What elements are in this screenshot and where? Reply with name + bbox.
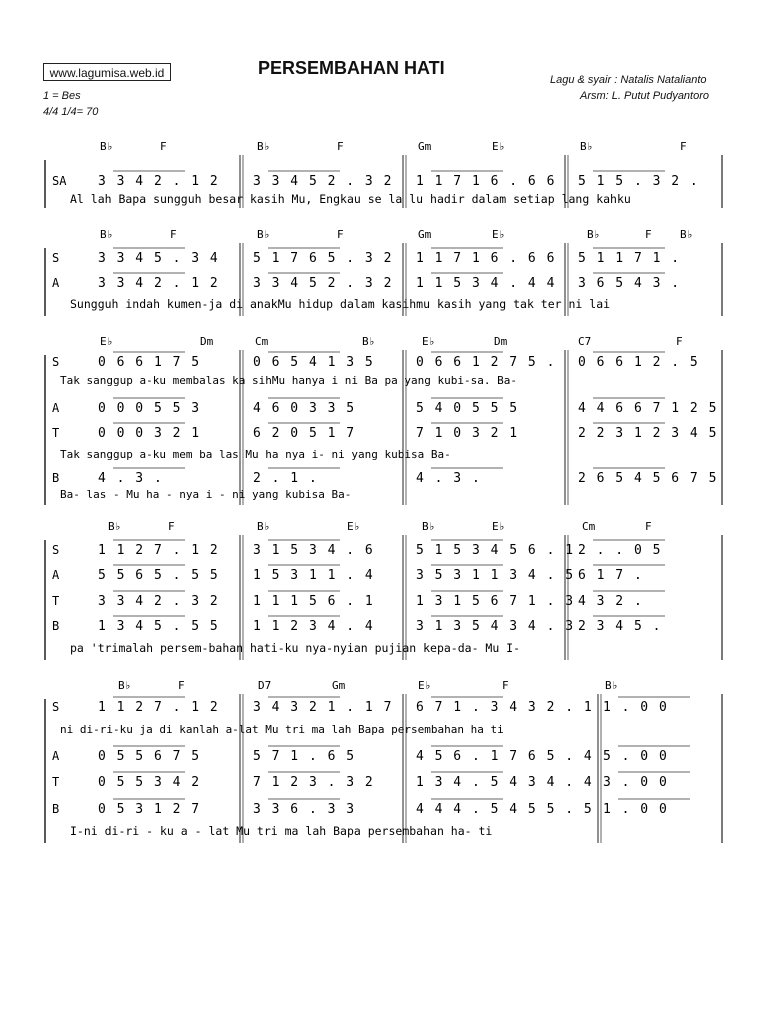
key-signature: 1 = Bes [43, 90, 81, 102]
chord-symbol: F [645, 228, 652, 241]
lyric-line: ni di-ri-ku ja di kanlah a-lat Mu tri ma lah Bapa persembahan ha ti [60, 723, 504, 736]
chord-symbol: F [680, 140, 687, 153]
note-measure: 1 1 2 3 4 . 4 [253, 619, 375, 634]
lyric-line: Al lah Bapa sungguh besar kasih Mu, Engkau se la lu hadir dalam setiap lang kahku [70, 192, 631, 206]
chord-symbol: F [337, 228, 344, 241]
voice-label: T [52, 775, 60, 789]
note-measure: 3 6 5 4 3 . [578, 276, 681, 291]
note-measure: 0 5 5 3 4 2 [98, 775, 201, 790]
chord-symbol: B♭ [100, 140, 114, 153]
note-measure: 0 0 0 3 2 1 [98, 426, 201, 441]
lyric-line: I-ni di-ri - ku a - lat Mu tri ma lah Bapa persembahan ha- ti [70, 824, 493, 838]
chord-symbol: E♭ [100, 335, 114, 348]
note-measure: 3 3 4 5 2 . 3 2 [253, 276, 393, 291]
chord-symbol: F [645, 520, 652, 533]
note-measure: 5 7 1 . 6 5 [253, 749, 356, 764]
note-measure: 4 3 2 . [578, 594, 644, 609]
tempo-marking: 4/4 1/4= 70 [43, 106, 99, 118]
note-measure: 1 1 1 5 6 . 1 [253, 594, 375, 609]
note-measure: 2 . 1 . [253, 471, 319, 486]
note-measure: 5 . 0 0 [603, 749, 669, 764]
note-measure: 5 4 0 5 5 5 [416, 401, 519, 416]
chord-symbol: B♭ [108, 520, 122, 533]
note-measure: 2 . . 0 5 [578, 543, 662, 558]
chord-symbol: F [676, 335, 683, 348]
note-measure: 1 1 5 3 4 . 4 4 [416, 276, 556, 291]
chord-symbol: B♭ [580, 140, 594, 153]
note-measure: 1 1 2 7 . 1 2 [98, 543, 220, 558]
note-measure: 3 3 4 2 . 3 2 [98, 594, 220, 609]
chord-symbol: B♭ [587, 228, 601, 241]
note-measure: 1 3 1 5 6 7 1 . 3 [416, 594, 575, 609]
note-measure: 4 4 6 6 7 1 2 5 [578, 401, 718, 416]
lyric-line: Sungguh indah kumen-ja di anakMu hidup dalam kasihmu kasih yang tak ter ni lai [70, 297, 611, 311]
lyric-line: Ba- las - Mu ha - nya i - ni yang kubisa Ba- [60, 488, 352, 501]
chord-symbol: Cm [582, 520, 596, 533]
note-measure: 3 3 4 5 . 3 4 [98, 251, 220, 266]
note-measure: 5 5 6 5 . 5 5 [98, 568, 220, 583]
website-label: www.lagumisa.web.id [43, 63, 171, 81]
chord-symbol: F [168, 520, 175, 533]
lyric-line: Tak sanggup a-ku membalas ka sihMu hanya i ni Ba pa yang kubi-sa. Ba- [60, 374, 517, 387]
song-title: PERSEMBAHAN HATI [258, 58, 445, 78]
note-measure: 7 1 0 3 2 1 [416, 426, 519, 441]
note-measure: 4 6 0 3 3 5 [253, 401, 356, 416]
chord-symbol: E♭ [422, 335, 436, 348]
voice-label: B [52, 471, 60, 485]
arranger-credit: Arsm: L. Putut Pudyantoro [580, 90, 710, 102]
voice-label: A [52, 401, 60, 415]
note-measure: 0 0 0 5 5 3 [98, 401, 201, 416]
note-measure: 1 1 7 1 6 . 6 6 [416, 251, 556, 266]
lyric-line: Tak sanggup a-ku mem ba las Mu ha nya i- ni yang kubisa Ba- [60, 448, 451, 461]
note-measure: 6 1 7 . [578, 568, 644, 583]
chord-symbol: B♭ [257, 140, 271, 153]
note-measure: 5 1 7 6 5 . 3 2 [253, 251, 393, 266]
chord-symbol: E♭ [492, 520, 506, 533]
note-measure: 3 1 5 3 4 . 6 [253, 543, 375, 558]
chord-symbol: C7 [578, 335, 592, 348]
chord-symbol: Cm [255, 335, 269, 348]
note-measure: 1 3 4 5 . 5 5 [98, 619, 220, 634]
note-measure: 1 3 4 . 5 4 3 4 . 4 [416, 775, 594, 790]
note-measure: 0 6 6 1 2 7 5 . [416, 355, 556, 370]
composer-credit: Lagu & syair : Natalis Natalianto [550, 74, 707, 86]
voice-label: S [52, 543, 60, 557]
chord-symbol: E♭ [418, 679, 432, 692]
note-measure: 1 5 3 1 1 . 4 [253, 568, 375, 583]
note-measure: 3 3 6 . 3 3 [253, 802, 356, 817]
voice-label: A [52, 276, 60, 290]
chord-symbol: Gm [332, 679, 346, 692]
note-measure: 2 6 5 4 5 6 7 5 [578, 471, 718, 486]
note-measure: 4 4 4 . 5 4 5 5 . 5 [416, 802, 594, 817]
chord-symbol: B♭ [422, 520, 436, 533]
note-measure: 5 1 5 3 4 5 6 . 1 [416, 543, 575, 558]
note-measure: 5 1 5 . 3 2 . [578, 174, 700, 189]
note-measure: 6 2 0 5 1 7 [253, 426, 356, 441]
note-measure: 4 5 6 . 1 7 6 5 . 4 [416, 749, 594, 764]
chord-symbol: B♭ [257, 520, 271, 533]
chord-symbol: F [502, 679, 509, 692]
note-measure: 0 5 3 1 2 7 [98, 802, 201, 817]
note-measure: 3 1 3 5 4 3 4 . 3 [416, 619, 575, 634]
note-measure: 2 2 3 1 2 3 4 5 [578, 426, 718, 441]
note-measure: 1 1 7 1 6 . 6 6 [416, 174, 556, 189]
note-measure: 0 6 5 4 1 3 5 [253, 355, 375, 370]
lyric-line: pa 'trimalah persem-bahan hati-ku nya-nyian pujian kepa-da- Mu I- [70, 641, 521, 655]
chord-symbol: E♭ [492, 140, 506, 153]
note-measure: 0 6 6 1 2 . 5 [578, 355, 700, 370]
chord-symbol: Dm [494, 335, 508, 348]
chord-symbol: B♭ [605, 679, 619, 692]
note-measure: 3 4 3 2 1 . 1 7 [253, 700, 393, 715]
chord-symbol: E♭ [347, 520, 361, 533]
chord-symbol: D7 [258, 679, 272, 692]
voice-label: B [52, 802, 60, 816]
chord-symbol: B♭ [118, 679, 132, 692]
voice-label: A [52, 568, 60, 582]
chord-symbol: F [160, 140, 167, 153]
chord-symbol: B♭ [680, 228, 694, 241]
note-measure: 3 3 4 2 . 1 2 [98, 276, 220, 291]
voice-label: S [52, 251, 60, 265]
note-measure: 6 7 1 . 3 4 3 2 . 1 [416, 700, 594, 715]
note-measure: 3 5 3 1 1 3 4 . 5 [416, 568, 575, 583]
note-measure: 3 3 4 5 2 . 3 2 [253, 174, 393, 189]
voice-label: T [52, 594, 60, 608]
chord-symbol: Gm [418, 228, 432, 241]
voice-label: B [52, 619, 60, 633]
voice-label: S [52, 355, 60, 369]
note-measure: 7 1 2 3 . 3 2 [253, 775, 375, 790]
chord-symbol: Gm [418, 140, 432, 153]
chord-symbol: F [170, 228, 177, 241]
note-measure: 0 5 5 6 7 5 [98, 749, 201, 764]
note-measure: 3 3 4 2 . 1 2 [98, 174, 220, 189]
voice-label: T [52, 426, 60, 440]
chord-symbol: Dm [200, 335, 214, 348]
note-measure: 0 6 6 1 7 5 [98, 355, 201, 370]
chord-symbol: E♭ [492, 228, 506, 241]
note-measure: 5 1 1 7 1 . [578, 251, 681, 266]
voice-label: SA [52, 174, 67, 188]
note-measure: 1 . 0 0 [603, 700, 669, 715]
note-measure: 4 . 3 . [416, 471, 482, 486]
chord-symbol: B♭ [362, 335, 376, 348]
note-measure: 1 . 0 0 [603, 802, 669, 817]
note-measure: 2 3 4 5 . [578, 619, 662, 634]
voice-label: A [52, 749, 60, 763]
chord-symbol: B♭ [257, 228, 271, 241]
chord-symbol: B♭ [100, 228, 114, 241]
chord-symbol: F [178, 679, 185, 692]
voice-label: S [52, 700, 60, 714]
note-measure: 1 1 2 7 . 1 2 [98, 700, 220, 715]
note-measure: 4 . 3 . [98, 471, 164, 486]
note-measure: 3 . 0 0 [603, 775, 669, 790]
chord-symbol: F [337, 140, 344, 153]
